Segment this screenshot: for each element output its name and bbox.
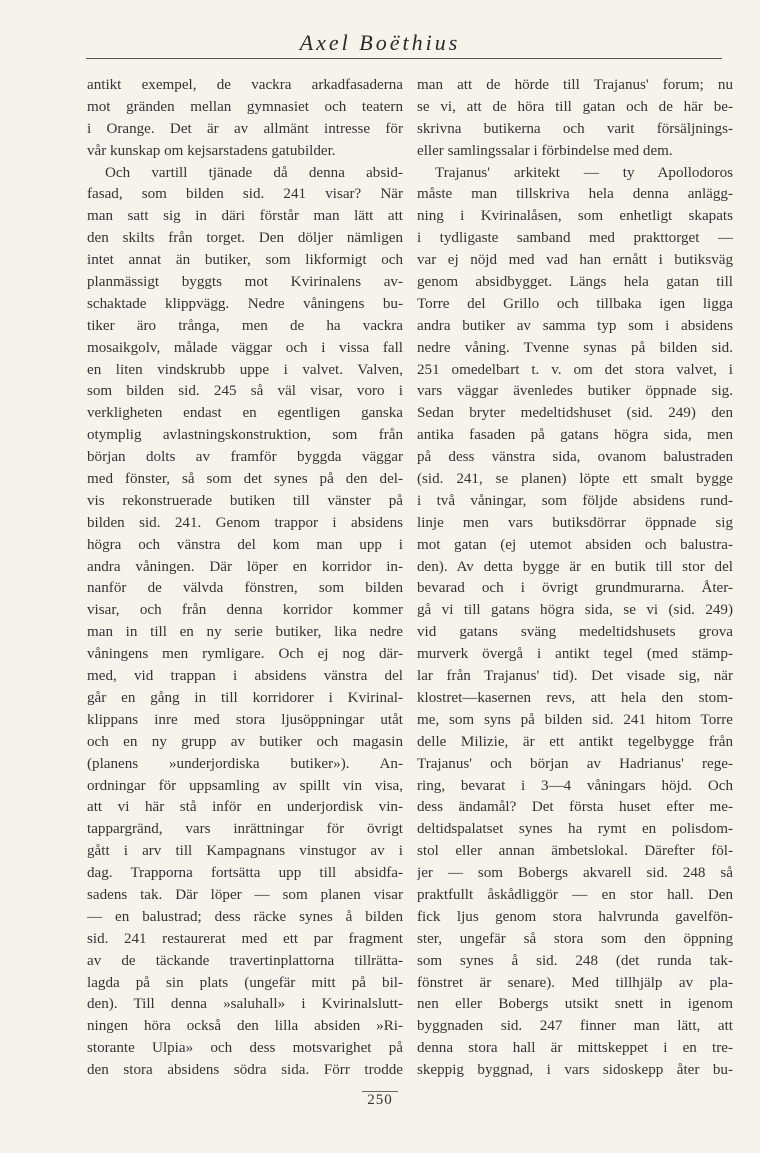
text-line: måste man tillskriva hela denna anlägg- — [417, 186, 733, 203]
text-line: murverk övergå i antikt tegel (med stämp- — [417, 646, 733, 663]
text-line: och en ny grupp av butiker och magasin — [87, 733, 403, 750]
text-line: vis rekonstruerade butiken till vänster på — [87, 492, 403, 509]
text-line: ning i Kvirinalåsen, som enhetligt skapats — [417, 208, 733, 225]
text-line: deltidspalatset synes ha rymt en polisdom- — [417, 821, 733, 838]
text-line: i Orange. Det är av allmänt intresse för — [87, 120, 403, 137]
text-line: (planens »underjordiska butiker»). An- — [87, 755, 403, 772]
text-line: tiker äro trånga, men de ha vackra — [87, 317, 403, 334]
text-line: ningen höra också den lilla absiden »Ri- — [87, 1018, 403, 1035]
text-line: som synes å sid. 248 (det runda tak- — [417, 952, 733, 969]
text-line: på dess vänstra sida, ovanom balustraden — [417, 449, 733, 466]
text-line: nen eller Bobergs utsikt snett in igenom — [417, 996, 733, 1013]
text-line: byggnaden sid. 247 finner man lätt, att — [417, 1018, 733, 1035]
text-line: sadens tak. Där löper — som planen visar — [87, 886, 403, 903]
text-line: andra våningen. Där löper en korridor in- — [87, 558, 403, 575]
text-line: skeppig byggnad, i vars sidoskepp åter bu- — [417, 1062, 733, 1079]
text-line: Trajanus' och början av Hadrianus' rege- — [417, 755, 733, 772]
text-line: jer — som Bobergs akvarell sid. 248 så — [417, 865, 733, 882]
text-line: var ej nöjd med vad han ernått i butiksväg — [417, 252, 733, 269]
text-line: otymplig avlastningskonstruktion, som från — [87, 427, 403, 444]
text-line: i två våningar, som följde absidens rund- — [417, 492, 733, 509]
text-line: den). Av detta bygge är en butik till stor del — [417, 558, 733, 575]
text-line: våningens men rymligare. Och ej nog där- — [87, 646, 403, 663]
text-line: intet annat än butiker, som likformigt och — [87, 252, 403, 269]
running-header: Axel Boëthius — [299, 30, 461, 55]
text-line: den skilts från torget. Den döljer nämligen — [87, 230, 403, 247]
text-line: gått i arv till Kampagnans vinstugor av i — [87, 843, 403, 860]
text-line: lar från Trajanus' tid). Det visade sig, när — [417, 668, 733, 685]
text-line: praktfullt åskådliggör — en stor hall. Den — [417, 886, 733, 903]
text-line: klippans inre med stora ljusöppningar utåt — [87, 711, 403, 728]
text-line: eller samlingssalar i förbindelse med dem. — [417, 142, 673, 159]
text-line: antikt exempel, de vackra arkadfasaderna — [87, 77, 403, 93]
text-line: Torre del Grillo och tillbaka igen ligga — [417, 295, 733, 312]
text-line: delle Milizie, är ett antikt tegelbygge från — [417, 733, 733, 750]
text-line: mot gränden mellan gymnasiet och teatern — [87, 98, 403, 115]
text-line: går en gång in till korridorer i Kvirinal- — [87, 689, 403, 706]
text-line: i tydligaste samband med prakttorget — — [417, 230, 733, 247]
text-line: visar, och från denna korridor kommer — [87, 602, 403, 619]
header-rule — [86, 58, 722, 59]
text-line: lagda på sin plats (ungefär mitt på bil- — [87, 974, 403, 991]
text-line: andra butiker av samma typ som i absidens — [417, 317, 733, 334]
text-line: Trajanus' arkitekt — ty Apollodoros — [435, 164, 733, 181]
text-line: nedre våning. Tvenne synas på bilden sid. — [417, 339, 733, 356]
text-line: man in till en ny serie butiker, lika nedre — [87, 624, 403, 641]
text-line: antika fasaden på gatans högra sida, men — [417, 427, 733, 444]
text-line: fasad, som bilden sid. 241 visar? När — [87, 186, 403, 203]
text-line: högra och vänstra del kom man upp i — [87, 536, 403, 553]
text-line: sid. 241 restaurerat med ett par fragment — [87, 930, 403, 947]
text-line: den). Till denna »saluhall» i Kvirinalslutt- — [87, 996, 403, 1013]
text-line: fönstret är senare). Med tillhjälp av pla- — [417, 974, 733, 991]
text-line: med, vid trappan i absidens vänstra del — [87, 668, 403, 685]
text-line: stol eller annan ämbetslokal. Därefter föl- — [417, 843, 733, 860]
text-line: en liten vindskrubb uppe i valvet. Valven, — [87, 361, 403, 378]
text-line: storante Ulpia» och dess motsvarighet på — [87, 1040, 403, 1057]
text-line: mot gatan (ej utemot absiden och balustra- — [417, 536, 733, 553]
text-line: se vi, att de höra till gatan och de här be- — [417, 98, 733, 115]
text-line: — en balustrad; dess räcke synes å bilden — [87, 908, 403, 925]
text-line: vår kunskap om kejsarstadens gatubilder. — [87, 142, 336, 159]
text-line: denna stora hall är mittskeppet i en tre- — [417, 1040, 733, 1057]
text-line: planmässigt byggts mot Kvirinalens av- — [87, 274, 403, 291]
text-line: bevarad och i övrigt grundmurarna. Åter- — [417, 580, 733, 597]
text-line: me, som syns på bilden sid. 241 hitom Torre — [417, 711, 733, 728]
text-line: bilden sid. 241. Genom trappor i absidens — [87, 514, 403, 531]
text-line: ordningar för uppsamling av spillt vin visa, — [87, 777, 403, 794]
text-line: den stora absidens södra sida. Förr trodde — [87, 1062, 403, 1079]
text-line: som bilden sid. 245 så väl visar, voro i — [87, 383, 403, 400]
text-line: skrivna butikerna och varit försäljnings- — [417, 120, 733, 137]
text-line: fick ljus genom stora halvrunda gavelfön- — [417, 908, 733, 925]
text-line: vid gatans sväng medeltidshusets grova — [417, 624, 733, 641]
text-line: dag. Trapporna fortsätta upp till absidfa- — [87, 865, 403, 882]
text-line: tappargränd, vars inrättningar för övrigt — [87, 821, 403, 838]
text-line: början dolts av framför byggda väggar — [87, 449, 403, 466]
text-line: klostret—kasernen revs, att hela den stom- — [417, 689, 733, 706]
page-number: 250 — [367, 1092, 393, 1108]
text-line: mosaikgolv, målade väggar och i vissa fall — [87, 339, 403, 356]
text-line: schaktade klippvägg. Nedre våningens bu- — [87, 295, 403, 312]
text-line: Och vartill tjänade då denna absid- — [105, 164, 403, 181]
text-line: linje men vars butiksdörrar öppnade sig — [417, 514, 733, 531]
text-line: verkligheten endast en egentligen ganska — [87, 405, 403, 422]
text-line: man satt sig in däri förstår man lätt att — [87, 208, 403, 225]
text-line: med fönster, så som det synes på den del- — [87, 471, 403, 488]
text-line: dess ändamål? Det första huset efter me- — [417, 799, 733, 816]
text-line: man att de hörde till Trajanus' forum; nu — [417, 77, 733, 93]
text-line: vars väggar ävenledes butiker öppnade sig. — [417, 383, 733, 400]
right-text-column — [417, 75, 733, 1082]
text-line: av de täckande travertinplattorna tillrätta- — [87, 952, 403, 969]
left-text-column — [87, 75, 403, 1082]
text-line: ster, ungefär så stora som den öppning — [417, 930, 733, 947]
text-line: 251 omedelbart t. v. om det stora valvet, i — [417, 361, 733, 378]
text-line: ring, bevarat i 3—4 våningars höjd. Och — [417, 777, 733, 794]
text-line: genom absidbygget. Längs hela gatan till — [417, 274, 733, 291]
text-line: nanför de välvda fönstren, som bilden — [87, 580, 403, 597]
text-line: att vi här stå inför en underjordisk vin- — [87, 799, 403, 816]
text-line: Sedan bryter medeltidshuset (sid. 249) den — [417, 405, 733, 422]
text-line: (sid. 241, se planen) löpte ett smalt bygge — [417, 471, 733, 488]
text-line: gå vi till gatans högra sida, se vi (sid. 249) — [417, 602, 733, 619]
